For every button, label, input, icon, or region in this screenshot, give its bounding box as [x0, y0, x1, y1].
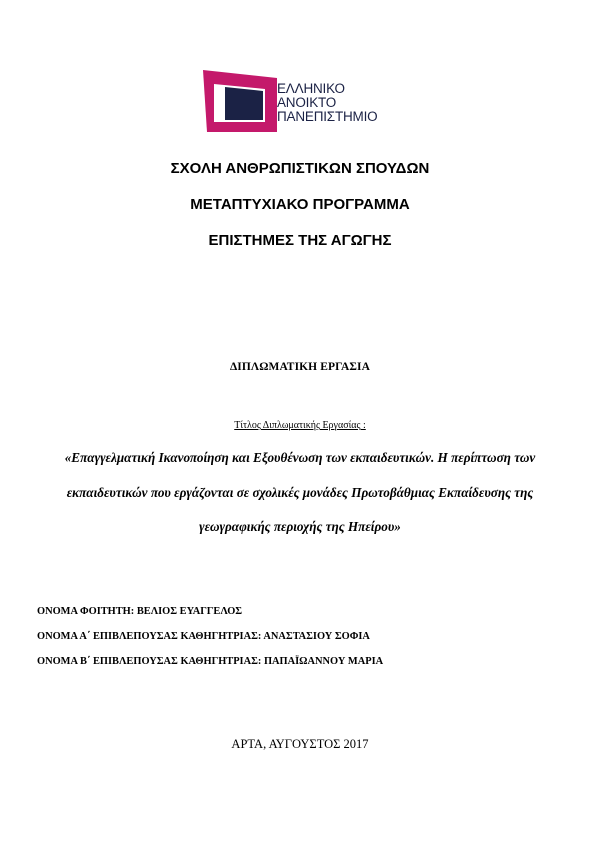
logo-line-2: ΑΝΟΙΚΤΟ: [277, 95, 337, 110]
thesis-title-line: εκπαιδευτικών που εργάζονται σε σχολικές μονάδες Πρωτοβάθμιας Εκπαίδευσης της: [66, 485, 534, 500]
university-logo: [203, 70, 403, 132]
thesis-title-label: Τίτλος Διπλωματικής Εργασίας :: [234, 420, 366, 431]
thesis-title-line: «Επαγγελματική Ικανοποίηση και Εξουθένωση των εκπαιδευτικών. Η περίπτωση των: [64, 450, 536, 465]
supervisor-b-name: ΟΝΟΜΑ Β΄ ΕΠΙΒΛΕΠΟΥΣΑΣ ΚΑΘΗΓΗΤΡΙΑΣ: ΠΑΠΑΪΩΑΝΝΟΥ ΜΑΡΙΑ: [37, 656, 384, 667]
school-heading: ΣΧΟΛΗ ΑΝΘΡΩΠΙΣΤΙΚΩΝ ΣΠΟΥΔΩΝ: [170, 160, 430, 177]
field-heading: ΕΠΙΣΤΗΜΕΣ ΤΗΣ ΑΓΩΓΗΣ: [208, 232, 392, 249]
logo-line-1: ΕΛΛΗΝΙΚΟ: [277, 81, 345, 96]
place-date: ΑΡΤΑ, ΑΥΓΟΥΣΤΟΣ 2017: [231, 737, 369, 751]
thesis-type: ΔΙΠΛΩΜΑΤΙΚΗ ΕΡΓΑΣΙΑ: [229, 361, 371, 373]
thesis-title-line: γεωγραφικής περιοχής της Ηπείρου»: [199, 519, 401, 534]
logo-line-3: ΠΑΝΕΠΙΣΤΗΜΙΟ: [277, 109, 378, 124]
supervisor-a-name: ΟΝΟΜΑ Α΄ ΕΠΙΒΛΕΠΟΥΣΑΣ ΚΑΘΗΓΗΤΡΙΑΣ: ΑΝΑΣΤΑΣΙΟΥ ΣΟΦΙΑ: [37, 631, 370, 642]
logo-mark-icon: [203, 70, 277, 132]
program-heading: ΜΕΤΑΠΤΥΧΙΑΚΟ ΠΡΟΓΡΑΜΜΑ: [190, 196, 410, 213]
student-name: ΟΝΟΜΑ ΦΟΙΤΗΤΗ: ΒΕΛΙΟΣ ΕΥΑΓΓΕΛΟΣ: [37, 606, 243, 617]
logo-wordmark: [277, 82, 377, 124]
